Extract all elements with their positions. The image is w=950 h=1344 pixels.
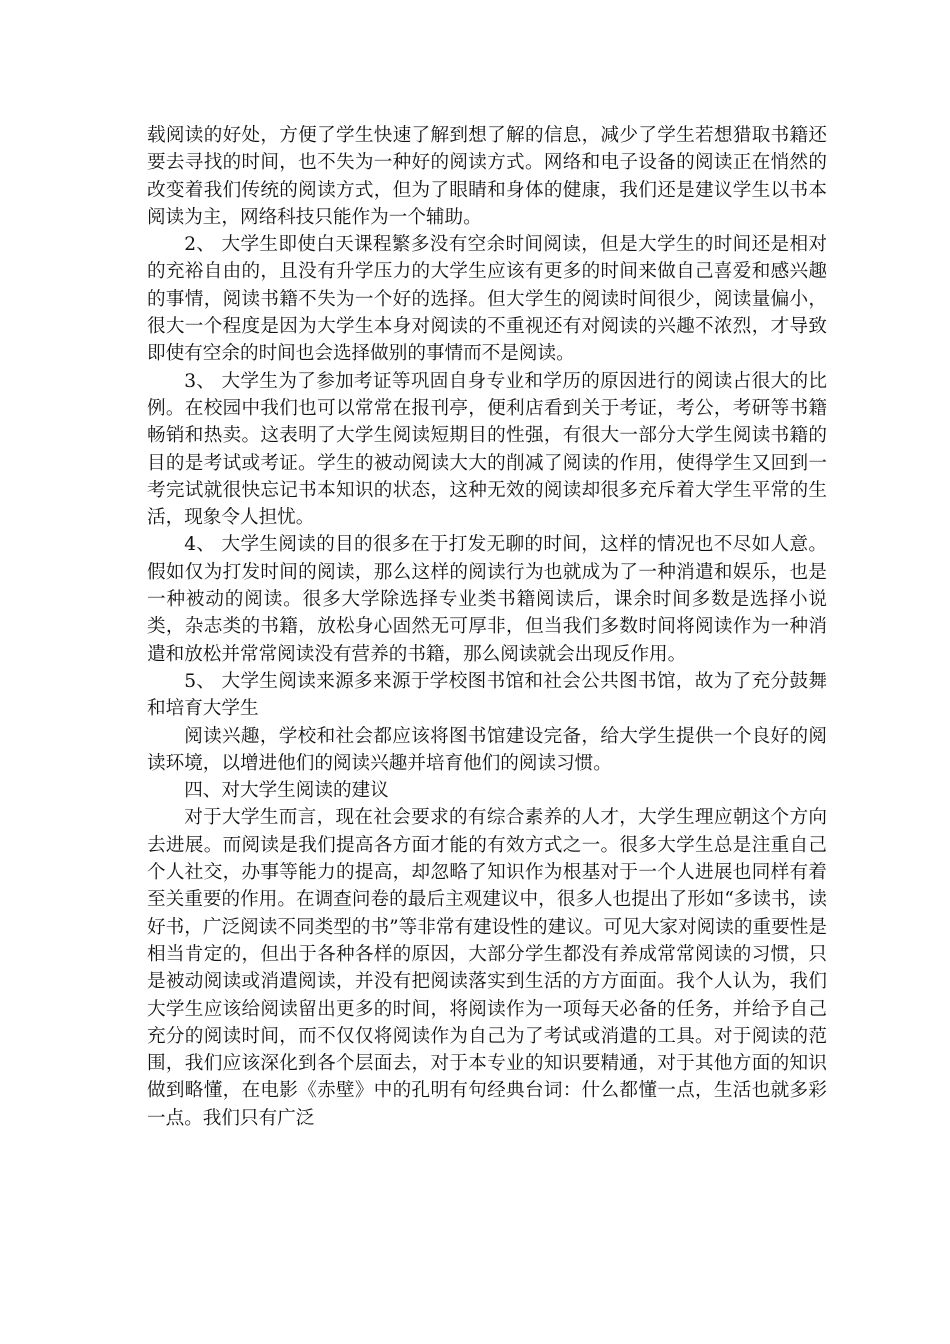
paragraph-point-4: 4、 大学生阅读的目的很多在于打发无聊的时间，这样的情况也不尽如人意。假如仅为打发时间的阅读，那么这样的阅读行为也就成为了一种消遣和娱乐，也是一种被动的阅读。很多大学除选择专业类书籍阅读后，课余时间多数是选择小说类，杂志类的书籍，放松身心固然无可厚非，但当我们多数时间将阅读作为一种消遣和放松并常常阅读没有营养的书籍，那么阅读就会出现反作用。 bbox=[147, 534, 827, 665]
paragraph-point-5-continued: 阅读兴趣，学校和社会都应该将图书馆建设完备，给大学生提供一个良好的阅读环境，以增进他们的阅读兴趣并培育他们的阅读习惯。 bbox=[147, 725, 827, 774]
document-body bbox=[147, 122, 827, 1132]
paragraph-point-2: 2、 大学生即使白天课程繁多没有空余时间阅读，但是大学生的时间还是相对的充裕自由的，且没有升学压力的大学生应该有更多的时间来做自己喜爱和感兴趣的事情，阅读书籍不失为一个好的选择。但大学生的阅读时间很少，阅读量偏小，很大一个程度是因为大学生本身对阅读的不重视还有对阅读的兴趣不浓烈，才导致即使有空余的时间也会选择做别的事情而不是阅读。 bbox=[147, 234, 827, 365]
paragraph-point-3: 3、 大学生为了参加考证等巩固自身专业和学历的原因进行的阅读占很大的比例。在校园中我们也可以常常在报刊亭，便利店看到关于考证，考公，考研等书籍畅销和热卖。这表明了大学生阅读短期目的性强，有很大一部分大学生阅读书籍的目的是考试或考证。学生的被动阅读大大的削减了阅读的作用，使得学生又回到一考完试就很快忘记书本知识的状态，这种无效的阅读却很多充斥着大学生平常的生活，现象令人担忧。 bbox=[147, 370, 827, 529]
paragraph-suggestions: 对于大学生而言，现在社会要求的有综合素养的人才，大学生理应朝这个方向去进展。而阅读是我们提高各方面才能的有效方式之一。很多大学生总是注重自己个人社交，办事等能力的提高，却忽略了知识作为根基对于一个人进展也同样有着至关重要的作用。在调查问卷的最后主观建议中，很多人也提出了形如“多读书，读好书，广泛阅读不同类型的书”等非常有建设性的建议。可见大家对阅读的重要性是相当肯定的，但出于各种各样的原因，大部分学生都没有养成常常阅读的习惯，只是被动阅读或消遣阅读，并没有把阅读落实到生活的方方面面。我个人认为，我们大学生应该给阅读留出更多的时间，将阅读作为一项每天必备的任务，并给予自己充分的阅读时间，而不仅仅将阅读作为自己为了考试或消遣的工具。对于阅读的范围，我们应该深化到各个层面去，对于本专业的知识要精通，对于其他方面的知识做到略懂，在电影《赤壁》中的孔明有句经典台词：什么都懂一点，生活也就多彩一点。我们只有广泛 bbox=[147, 807, 827, 1129]
paragraph-continuation: 载阅读的好处，方便了学生快速了解到想了解的信息，减少了学生若想猎取书籍还要去寻找的时间，也不失为一种好的阅读方式。网络和电子设备的阅读正在悄然的改变着我们传统的阅读方式，但为了眼睛和身体的健康，我们还是建议学生以书本阅读为主，网络科技只能作为一个辅助。 bbox=[147, 125, 827, 228]
paragraph-point-5: 5、 大学生阅读来源多来源于学校图书馆和社会公共图书馆，故为了充分鼓舞和培育大学生 bbox=[147, 670, 827, 720]
section-heading: 四、对大学生阅读的建议 bbox=[184, 780, 389, 802]
